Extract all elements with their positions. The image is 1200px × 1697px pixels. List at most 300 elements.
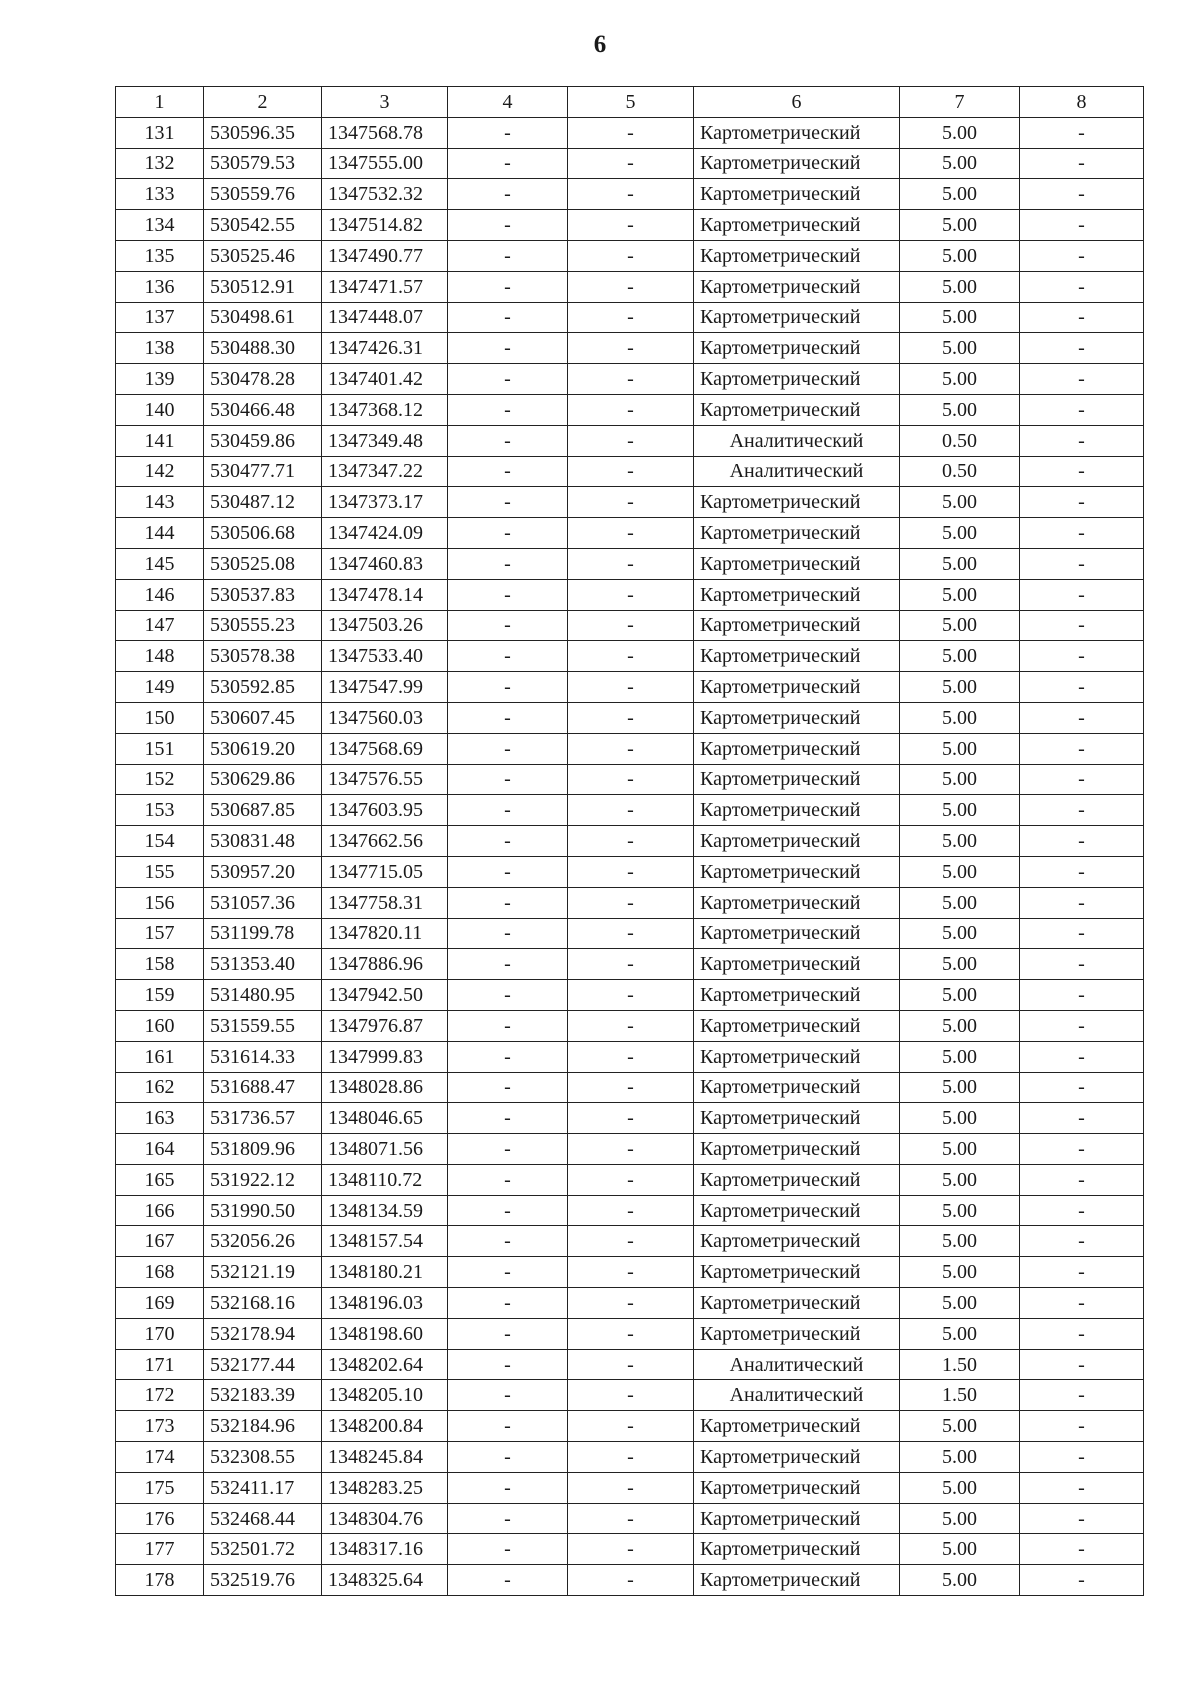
- cell-col-5: -: [568, 487, 694, 518]
- cell-coordinate-y: 1347758.31: [322, 887, 448, 918]
- cell-coordinate-y: 1347547.99: [322, 672, 448, 703]
- cell-point-number: 147: [116, 610, 204, 641]
- cell-coordinate-x: 530537.83: [204, 579, 322, 610]
- cell-accuracy: 5.00: [900, 302, 1020, 333]
- cell-method: Картометрический: [694, 1411, 900, 1442]
- cell-accuracy: 5.00: [900, 1134, 1020, 1165]
- cell-coordinate-y: 1347426.31: [322, 333, 448, 364]
- cell-col-8: -: [1020, 672, 1144, 703]
- cell-accuracy: 5.00: [900, 764, 1020, 795]
- cell-col-8: -: [1020, 1380, 1144, 1411]
- cell-accuracy: 5.00: [900, 1318, 1020, 1349]
- table-row: [116, 641, 1144, 672]
- cell-col-8: -: [1020, 1226, 1144, 1257]
- table-row: [116, 1534, 1144, 1565]
- cell-col-8: -: [1020, 764, 1144, 795]
- cell-col-4: -: [448, 117, 568, 148]
- cell-accuracy: 5.00: [900, 148, 1020, 179]
- cell-coordinate-y: 1347448.07: [322, 302, 448, 333]
- table-row: [116, 548, 1144, 579]
- cell-coordinate-x: 531922.12: [204, 1164, 322, 1195]
- cell-col-4: -: [448, 487, 568, 518]
- cell-col-8: -: [1020, 1288, 1144, 1319]
- cell-coordinate-x: 531736.57: [204, 1103, 322, 1134]
- cell-coordinate-y: 1347347.22: [322, 456, 448, 487]
- cell-point-number: 164: [116, 1134, 204, 1165]
- cell-accuracy: 5.00: [900, 856, 1020, 887]
- cell-coordinate-x: 531353.40: [204, 949, 322, 980]
- table-row: [116, 856, 1144, 887]
- cell-method: Картометрический: [694, 1195, 900, 1226]
- cell-coordinate-y: 1347568.69: [322, 733, 448, 764]
- table-header-row: [116, 87, 1144, 118]
- cell-col-8: -: [1020, 1134, 1144, 1165]
- cell-col-4: -: [448, 1288, 568, 1319]
- cell-col-4: -: [448, 1072, 568, 1103]
- cell-col-5: -: [568, 672, 694, 703]
- cell-point-number: 142: [116, 456, 204, 487]
- table-row: [116, 1472, 1144, 1503]
- cell-coordinate-y: 1347560.03: [322, 702, 448, 733]
- cell-method: Аналитический: [694, 456, 900, 487]
- table-row: [116, 610, 1144, 641]
- table-row: [116, 795, 1144, 826]
- cell-col-8: -: [1020, 1411, 1144, 1442]
- cell-point-number: 151: [116, 733, 204, 764]
- cell-point-number: 159: [116, 980, 204, 1011]
- cell-point-number: 139: [116, 364, 204, 395]
- table-row: [116, 1103, 1144, 1134]
- cell-coordinate-y: 1347576.55: [322, 764, 448, 795]
- cell-coordinate-x: 532501.72: [204, 1534, 322, 1565]
- cell-method: Картометрический: [694, 1534, 900, 1565]
- cell-method: Картометрический: [694, 1164, 900, 1195]
- cell-coordinate-x: 530478.28: [204, 364, 322, 395]
- cell-method: Картометрический: [694, 980, 900, 1011]
- cell-coordinate-y: 1348317.16: [322, 1534, 448, 1565]
- cell-col-5: -: [568, 1010, 694, 1041]
- column-header-3: 3: [322, 87, 448, 118]
- cell-col-5: -: [568, 1226, 694, 1257]
- cell-accuracy: 5.00: [900, 333, 1020, 364]
- cell-col-5: -: [568, 1041, 694, 1072]
- cell-coordinate-x: 530506.68: [204, 518, 322, 549]
- cell-accuracy: 5.00: [900, 641, 1020, 672]
- table-row: [116, 579, 1144, 610]
- cell-col-4: -: [448, 672, 568, 703]
- table-row: [116, 487, 1144, 518]
- cell-accuracy: 5.00: [900, 702, 1020, 733]
- table-row: [116, 148, 1144, 179]
- table-row: [116, 456, 1144, 487]
- cell-coordinate-x: 530487.12: [204, 487, 322, 518]
- cell-point-number: 158: [116, 949, 204, 980]
- cell-accuracy: 5.00: [900, 1503, 1020, 1534]
- cell-col-4: -: [448, 1349, 568, 1380]
- cell-col-8: -: [1020, 1103, 1144, 1134]
- cell-coordinate-y: 1348245.84: [322, 1442, 448, 1473]
- cell-point-number: 155: [116, 856, 204, 887]
- table-row: [116, 949, 1144, 980]
- cell-col-4: -: [448, 364, 568, 395]
- table-row: [116, 240, 1144, 271]
- cell-coordinate-x: 530592.85: [204, 672, 322, 703]
- cell-col-8: -: [1020, 795, 1144, 826]
- cell-method: Картометрический: [694, 1134, 900, 1165]
- cell-method: Картометрический: [694, 518, 900, 549]
- cell-col-8: -: [1020, 980, 1144, 1011]
- cell-col-8: -: [1020, 1442, 1144, 1473]
- cell-method: Картометрический: [694, 1318, 900, 1349]
- table-row: [116, 1380, 1144, 1411]
- cell-coordinate-x: 532411.17: [204, 1472, 322, 1503]
- cell-point-number: 174: [116, 1442, 204, 1473]
- cell-coordinate-y: 1347503.26: [322, 610, 448, 641]
- table-row: [116, 826, 1144, 857]
- cell-point-number: 168: [116, 1257, 204, 1288]
- cell-col-4: -: [448, 1565, 568, 1596]
- cell-point-number: 175: [116, 1472, 204, 1503]
- cell-accuracy: 0.50: [900, 456, 1020, 487]
- cell-accuracy: 5.00: [900, 1164, 1020, 1195]
- table-row: [116, 210, 1144, 241]
- cell-point-number: 166: [116, 1195, 204, 1226]
- cell-coordinate-y: 1347424.09: [322, 518, 448, 549]
- table-row: [116, 1442, 1144, 1473]
- cell-accuracy: 0.50: [900, 425, 1020, 456]
- cell-accuracy: 5.00: [900, 1288, 1020, 1319]
- cell-col-5: -: [568, 148, 694, 179]
- cell-coordinate-y: 1348110.72: [322, 1164, 448, 1195]
- cell-coordinate-x: 530579.53: [204, 148, 322, 179]
- cell-method: Картометрический: [694, 949, 900, 980]
- cell-col-8: -: [1020, 425, 1144, 456]
- cell-col-8: -: [1020, 887, 1144, 918]
- cell-col-8: -: [1020, 1072, 1144, 1103]
- cell-col-5: -: [568, 1195, 694, 1226]
- cell-point-number: 170: [116, 1318, 204, 1349]
- cell-coordinate-x: 530957.20: [204, 856, 322, 887]
- cell-col-8: -: [1020, 518, 1144, 549]
- cell-method: Картометрический: [694, 826, 900, 857]
- cell-method: Картометрический: [694, 1257, 900, 1288]
- cell-coordinate-x: 532519.76: [204, 1565, 322, 1596]
- cell-method: Картометрический: [694, 641, 900, 672]
- cell-method: Картометрический: [694, 764, 900, 795]
- table-row: [116, 425, 1144, 456]
- cell-point-number: 177: [116, 1534, 204, 1565]
- cell-accuracy: 5.00: [900, 826, 1020, 857]
- page-number: 6: [593, 31, 607, 58]
- table-row: [116, 271, 1144, 302]
- table-row: [116, 702, 1144, 733]
- cell-accuracy: 5.00: [900, 795, 1020, 826]
- table-row: [116, 1041, 1144, 1072]
- cell-accuracy: 5.00: [900, 1442, 1020, 1473]
- cell-col-4: -: [448, 1380, 568, 1411]
- cell-method: Картометрический: [694, 887, 900, 918]
- cell-col-5: -: [568, 1503, 694, 1534]
- cell-coordinate-x: 532183.39: [204, 1380, 322, 1411]
- cell-coordinate-x: 530629.86: [204, 764, 322, 795]
- cell-method: Аналитический: [694, 425, 900, 456]
- table-row: [116, 1226, 1144, 1257]
- cell-col-5: -: [568, 980, 694, 1011]
- cell-coordinate-y: 1347999.83: [322, 1041, 448, 1072]
- cell-col-4: -: [448, 1164, 568, 1195]
- cell-point-number: 165: [116, 1164, 204, 1195]
- table-row: [116, 364, 1144, 395]
- cell-point-number: 160: [116, 1010, 204, 1041]
- cell-col-5: -: [568, 1565, 694, 1596]
- cell-method: Картометрический: [694, 364, 900, 395]
- cell-col-4: -: [448, 1226, 568, 1257]
- cell-accuracy: 5.00: [900, 1072, 1020, 1103]
- cell-coordinate-x: 530559.76: [204, 179, 322, 210]
- cell-col-5: -: [568, 1164, 694, 1195]
- table-row: [116, 1318, 1144, 1349]
- cell-col-8: -: [1020, 1503, 1144, 1534]
- cell-coordinate-x: 530477.71: [204, 456, 322, 487]
- cell-coordinate-x: 531199.78: [204, 918, 322, 949]
- cell-point-number: 161: [116, 1041, 204, 1072]
- table-row: [116, 1288, 1144, 1319]
- cell-point-number: 172: [116, 1380, 204, 1411]
- cell-col-5: -: [568, 702, 694, 733]
- cell-col-5: -: [568, 1472, 694, 1503]
- cell-coordinate-x: 532168.16: [204, 1288, 322, 1319]
- cell-col-8: -: [1020, 548, 1144, 579]
- cell-coordinate-x: 532121.19: [204, 1257, 322, 1288]
- cell-col-4: -: [448, 826, 568, 857]
- cell-coordinate-y: 1347942.50: [322, 980, 448, 1011]
- cell-method: Картометрический: [694, 1072, 900, 1103]
- cell-col-8: -: [1020, 148, 1144, 179]
- cell-col-4: -: [448, 610, 568, 641]
- cell-col-5: -: [568, 1257, 694, 1288]
- cell-accuracy: 5.00: [900, 271, 1020, 302]
- table-row: [116, 333, 1144, 364]
- table-row: [116, 918, 1144, 949]
- cell-col-4: -: [448, 1134, 568, 1165]
- cell-accuracy: 5.00: [900, 672, 1020, 703]
- cell-accuracy: 5.00: [900, 210, 1020, 241]
- cell-method: Картометрический: [694, 240, 900, 271]
- cell-method: Картометрический: [694, 918, 900, 949]
- cell-method: Картометрический: [694, 1442, 900, 1473]
- cell-col-4: -: [448, 579, 568, 610]
- cell-coordinate-x: 530525.08: [204, 548, 322, 579]
- table-row: [116, 1164, 1144, 1195]
- cell-col-4: -: [448, 1010, 568, 1041]
- cell-coordinate-y: 1348196.03: [322, 1288, 448, 1319]
- cell-col-8: -: [1020, 1318, 1144, 1349]
- cell-col-8: -: [1020, 333, 1144, 364]
- cell-col-4: -: [448, 518, 568, 549]
- cell-method: Картометрический: [694, 1288, 900, 1319]
- cell-col-4: -: [448, 302, 568, 333]
- cell-point-number: 143: [116, 487, 204, 518]
- table-row: [116, 887, 1144, 918]
- cell-col-4: -: [448, 641, 568, 672]
- column-header-4: 4: [448, 87, 568, 118]
- cell-point-number: 134: [116, 210, 204, 241]
- cell-method: Картометрический: [694, 672, 900, 703]
- cell-col-8: -: [1020, 1195, 1144, 1226]
- cell-coordinate-x: 531809.96: [204, 1134, 322, 1165]
- cell-col-5: -: [568, 918, 694, 949]
- cell-col-4: -: [448, 1442, 568, 1473]
- cell-col-5: -: [568, 795, 694, 826]
- cell-col-8: -: [1020, 579, 1144, 610]
- cell-col-5: -: [568, 1380, 694, 1411]
- cell-coordinate-x: 530525.46: [204, 240, 322, 271]
- table-row: [116, 1134, 1144, 1165]
- cell-coordinate-x: 530619.20: [204, 733, 322, 764]
- cell-coordinate-x: 530607.45: [204, 702, 322, 733]
- cell-point-number: 154: [116, 826, 204, 857]
- cell-point-number: 144: [116, 518, 204, 549]
- cell-point-number: 176: [116, 1503, 204, 1534]
- cell-col-4: -: [448, 1257, 568, 1288]
- cell-col-4: -: [448, 1041, 568, 1072]
- cell-col-4: -: [448, 1195, 568, 1226]
- cell-accuracy: 5.00: [900, 1257, 1020, 1288]
- table-row: [116, 1565, 1144, 1596]
- cell-coordinate-x: 532177.44: [204, 1349, 322, 1380]
- cell-col-8: -: [1020, 641, 1144, 672]
- cell-coordinate-x: 531559.55: [204, 1010, 322, 1041]
- cell-point-number: 178: [116, 1565, 204, 1596]
- table-row: [116, 117, 1144, 148]
- cell-col-4: -: [448, 764, 568, 795]
- table-row: [116, 980, 1144, 1011]
- cell-method: Аналитический: [694, 1380, 900, 1411]
- cell-coordinate-x: 530542.55: [204, 210, 322, 241]
- cell-col-4: -: [448, 425, 568, 456]
- cell-col-4: -: [448, 918, 568, 949]
- cell-col-8: -: [1020, 240, 1144, 271]
- cell-accuracy: 5.00: [900, 1041, 1020, 1072]
- column-header-1: 1: [116, 87, 204, 118]
- cell-method: Аналитический: [694, 1349, 900, 1380]
- cell-col-8: -: [1020, 302, 1144, 333]
- cell-accuracy: 5.00: [900, 487, 1020, 518]
- cell-col-8: -: [1020, 1565, 1144, 1596]
- cell-coordinate-x: 531688.47: [204, 1072, 322, 1103]
- cell-col-8: -: [1020, 271, 1144, 302]
- cell-col-5: -: [568, 641, 694, 672]
- cell-col-5: -: [568, 456, 694, 487]
- cell-point-number: 136: [116, 271, 204, 302]
- cell-col-4: -: [448, 548, 568, 579]
- cell-accuracy: 5.00: [900, 394, 1020, 425]
- cell-point-number: 148: [116, 641, 204, 672]
- cell-col-8: -: [1020, 179, 1144, 210]
- cell-col-8: -: [1020, 826, 1144, 857]
- cell-method: Картометрический: [694, 1041, 900, 1072]
- cell-col-5: -: [568, 1103, 694, 1134]
- cell-col-8: -: [1020, 1164, 1144, 1195]
- cell-accuracy: 5.00: [900, 548, 1020, 579]
- cell-coordinate-y: 1347373.17: [322, 487, 448, 518]
- cell-method: Картометрический: [694, 1565, 900, 1596]
- cell-col-8: -: [1020, 702, 1144, 733]
- cell-coordinate-y: 1347532.32: [322, 179, 448, 210]
- cell-accuracy: 5.00: [900, 1010, 1020, 1041]
- cell-coordinate-x: 531614.33: [204, 1041, 322, 1072]
- coordinates-table: [115, 86, 1144, 1596]
- cell-point-number: 157: [116, 918, 204, 949]
- cell-col-4: -: [448, 980, 568, 1011]
- cell-col-4: -: [448, 856, 568, 887]
- cell-coordinate-x: 532184.96: [204, 1411, 322, 1442]
- cell-coordinate-x: 530466.48: [204, 394, 322, 425]
- cell-accuracy: 5.00: [900, 179, 1020, 210]
- cell-col-5: -: [568, 333, 694, 364]
- cell-method: Картометрический: [694, 179, 900, 210]
- cell-point-number: 133: [116, 179, 204, 210]
- table-row: [116, 764, 1144, 795]
- cell-accuracy: 5.00: [900, 240, 1020, 271]
- cell-accuracy: 5.00: [900, 918, 1020, 949]
- cell-col-5: -: [568, 1318, 694, 1349]
- column-header-8: 8: [1020, 87, 1144, 118]
- cell-coordinate-y: 1347514.82: [322, 210, 448, 241]
- cell-col-8: -: [1020, 1041, 1144, 1072]
- cell-coordinate-y: 1348200.84: [322, 1411, 448, 1442]
- cell-accuracy: 5.00: [900, 1565, 1020, 1596]
- cell-col-8: -: [1020, 1472, 1144, 1503]
- cell-col-4: -: [448, 240, 568, 271]
- cell-col-4: -: [448, 456, 568, 487]
- cell-col-4: -: [448, 795, 568, 826]
- cell-method: Картометрический: [694, 302, 900, 333]
- cell-coordinate-x: 530578.38: [204, 641, 322, 672]
- cell-col-8: -: [1020, 1010, 1144, 1041]
- cell-method: Картометрический: [694, 1472, 900, 1503]
- cell-coordinate-y: 1348180.21: [322, 1257, 448, 1288]
- cell-coordinate-y: 1348325.64: [322, 1565, 448, 1596]
- cell-point-number: 150: [116, 702, 204, 733]
- cell-coordinate-y: 1347349.48: [322, 425, 448, 456]
- cell-accuracy: 5.00: [900, 980, 1020, 1011]
- cell-coordinate-y: 1347460.83: [322, 548, 448, 579]
- cell-point-number: 163: [116, 1103, 204, 1134]
- cell-col-4: -: [448, 148, 568, 179]
- cell-col-4: -: [448, 1411, 568, 1442]
- cell-method: Картометрический: [694, 1103, 900, 1134]
- cell-coordinate-y: 1347715.05: [322, 856, 448, 887]
- cell-accuracy: 1.50: [900, 1380, 1020, 1411]
- cell-coordinate-y: 1347401.42: [322, 364, 448, 395]
- cell-col-8: -: [1020, 610, 1144, 641]
- cell-coordinate-x: 530555.23: [204, 610, 322, 641]
- cell-method: Картометрический: [694, 548, 900, 579]
- cell-col-5: -: [568, 1442, 694, 1473]
- cell-point-number: 152: [116, 764, 204, 795]
- cell-coordinate-y: 1347886.96: [322, 949, 448, 980]
- cell-method: Картометрический: [694, 487, 900, 518]
- table-row: [116, 672, 1144, 703]
- table-row: [116, 302, 1144, 333]
- cell-col-4: -: [448, 1103, 568, 1134]
- cell-accuracy: 5.00: [900, 1195, 1020, 1226]
- cell-coordinate-y: 1347368.12: [322, 394, 448, 425]
- cell-col-8: -: [1020, 456, 1144, 487]
- cell-point-number: 171: [116, 1349, 204, 1380]
- cell-accuracy: 5.00: [900, 518, 1020, 549]
